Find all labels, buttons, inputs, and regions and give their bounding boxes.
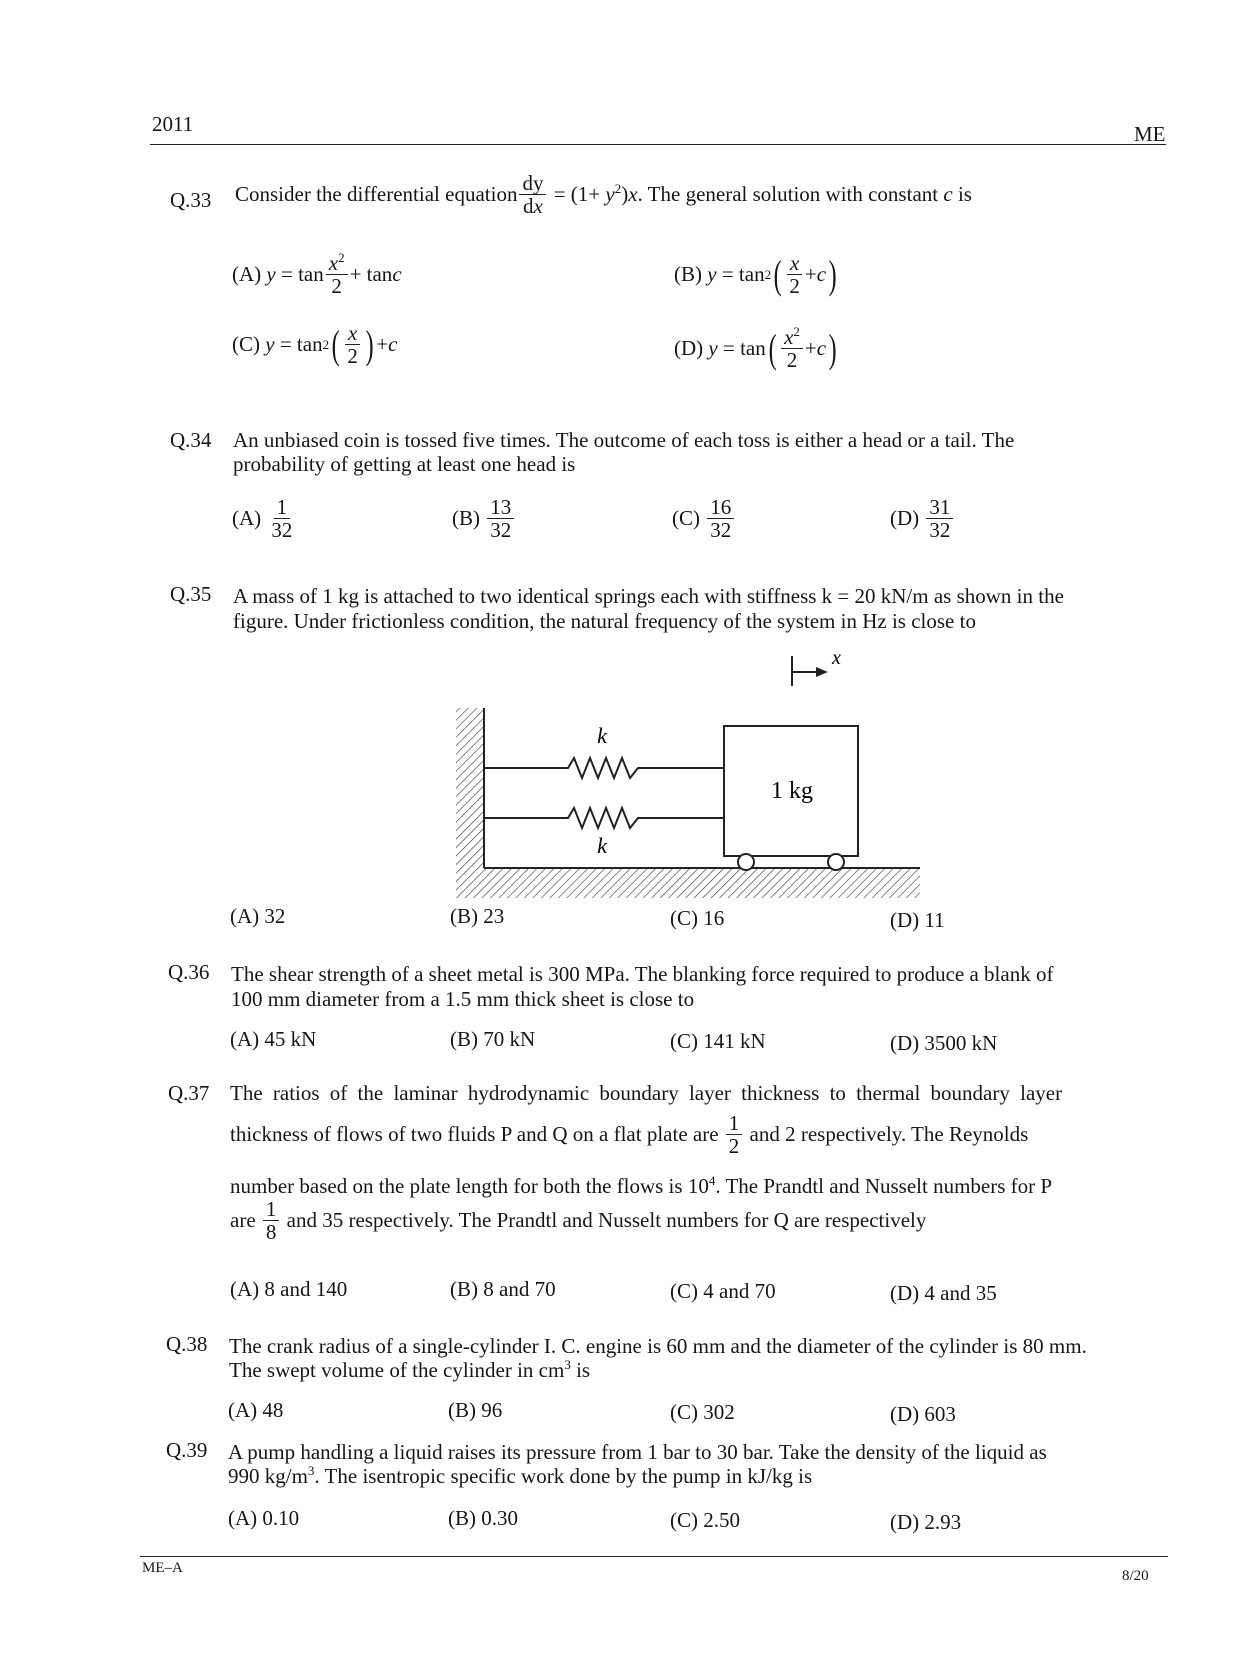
q37-line2: thickness of flows of two fluids P and Q on a flat plate are $\frac{1}{2}$ and 2 respectively. The Reynolds xyxy=(230,1111,1029,1159)
q38-option-c[interactable]: (C) 302 xyxy=(670,1400,735,1424)
q34-option-c[interactable]: (C) $\frac{16}{32}$ xyxy=(672,496,736,541)
q39-option-a[interactable]: (A) 0.10 xyxy=(228,1506,300,1530)
q33-equation: = $(1+ y^2)x$ xyxy=(548,181,638,207)
q37-number: Q.37 xyxy=(168,1081,210,1105)
displacement-arrow xyxy=(816,667,828,677)
q35-option-b[interactable]: (B) 23 xyxy=(450,904,505,928)
footer-code: ME–A xyxy=(142,1560,183,1576)
q36-line1: The shear strength of a sheet metal is 300 MPa. The blanking force required to produce a blank of xyxy=(231,962,1054,986)
wheel-left xyxy=(738,854,754,870)
q39-option-d[interactable]: (D) 2.93 xyxy=(890,1510,962,1534)
q33-post2: is xyxy=(957,182,972,207)
spring-label-top: k xyxy=(597,723,607,748)
q35-number: Q.35 xyxy=(170,582,212,606)
q35-option-c[interactable]: (C) 16 xyxy=(670,906,725,930)
q37-frac-eighth: $\frac{1}{8}$ xyxy=(263,1198,280,1243)
spring-label-bottom: k xyxy=(597,833,607,858)
q36-option-a[interactable]: (A) 45 kN xyxy=(230,1027,317,1051)
footer-rule xyxy=(140,1556,1168,1557)
q34-line2: probability of getting at least one head is xyxy=(233,452,576,476)
footer-page: 8/20 xyxy=(1122,1568,1149,1584)
q38-option-d[interactable]: (D) 603 xyxy=(890,1402,956,1426)
q39-line1: A pump handling a liquid raises its pressure from 1 bar to 30 bar. Take the density of the liquid as xyxy=(228,1440,1047,1464)
q33-post: . The general solution with constant xyxy=(637,182,939,207)
q38-line2: The swept volume of the cylinder in $cm^3$ is xyxy=(229,1357,591,1382)
q36-number: Q.36 xyxy=(168,960,210,984)
spring-bottom xyxy=(484,808,724,828)
q38-option-a[interactable]: (A) 48 xyxy=(228,1398,284,1422)
q33-derivative: $\frac{dy}{dx}$ xyxy=(519,172,546,217)
q33-option-d[interactable]: (D) y = tan ( $\frac{x^2}{2}$ + c ) xyxy=(674,324,837,373)
ground-floor xyxy=(456,868,920,898)
q35-option-d[interactable]: (D) 11 xyxy=(890,908,945,932)
header-rule xyxy=(150,144,1166,145)
q37-line4: are $\frac{1}{8}$ and 35 respectively. The Prandtl and Nusselt numbers for Q are respectively xyxy=(230,1197,927,1245)
q33-option-b[interactable]: (B) y = tan 2 ( $\frac{x}{2}$ + c ) xyxy=(674,251,837,299)
q34-number: Q.34 xyxy=(170,428,212,452)
q39-number: Q.39 xyxy=(166,1438,208,1462)
header-subject: ME xyxy=(1134,122,1166,146)
q37-frac-half: $\frac{1}{2}$ xyxy=(726,1112,743,1157)
q36-option-d[interactable]: (D) 3500 kN xyxy=(890,1031,998,1055)
displacement-label: x xyxy=(832,647,841,669)
q36-line2: 100 mm diameter from a 1.5 mm thick sheet is close to xyxy=(231,987,695,1011)
spring-top xyxy=(484,758,724,778)
mass-label: 1 kg xyxy=(771,778,813,804)
q39-line2: 990 $kg/m^3$. The isentropic specific work done by the pump in kJ/kg is xyxy=(228,1463,813,1488)
q37-option-a[interactable]: (A) 8 and 140 xyxy=(230,1277,348,1301)
q33-text: Consider the differential equation $\frac{dy}{dx}$ = $(1+ y^2)x$ . The general solution with constant c is xyxy=(235,171,972,219)
q34-option-b[interactable]: (B) $\frac{13}{32}$ xyxy=(452,496,516,541)
q38-number: Q.38 xyxy=(166,1332,208,1356)
q38-option-b[interactable]: (B) 96 xyxy=(448,1398,503,1422)
q37-line3: number based on the plate length for both the flows is $10^4$. The Prandtl and Nusselt numbers for P xyxy=(230,1173,1053,1198)
q39-option-c[interactable]: (C) 2.50 xyxy=(670,1508,740,1532)
q35-option-a[interactable]: (A) 32 xyxy=(230,904,286,928)
q34-option-d[interactable]: (D) $\frac{31}{32}$ xyxy=(890,496,955,541)
q34-line1: An unbiased coin is tossed five times. The outcome of each toss is either a head or a tail. The xyxy=(233,428,1015,452)
q37-line1: The ratios of the laminar hydrodynamic boundary layer thickness to thermal boundary layer xyxy=(230,1081,1063,1105)
fixed-wall xyxy=(456,708,484,868)
q39-option-b[interactable]: (B) 0.30 xyxy=(448,1506,518,1530)
q34-option-a[interactable]: (A) $\frac{1}{32}$ xyxy=(232,495,293,543)
q33-pre: Consider the differential equation xyxy=(235,182,518,207)
spring-mass-figure xyxy=(440,647,930,908)
q35-line1: A mass of 1 kg is attached to two identical springs each with stiffness k = 20 kN/m as shown in the xyxy=(233,584,1064,608)
q37-option-c[interactable]: (C) 4 and 70 xyxy=(670,1279,776,1303)
q38-line1: The crank radius of a single-cylinder I. C. engine is 60 mm and the diameter of the cylinder is 80 mm. xyxy=(229,1334,1087,1358)
q33-option-a[interactable]: (A) y = tan $\frac{x^2}{2}$ + tan c xyxy=(232,250,402,299)
q37-option-b[interactable]: (B) 8 and 70 xyxy=(450,1277,556,1301)
q33-number: Q.33 xyxy=(170,188,212,212)
q36-option-b[interactable]: (B) 70 kN xyxy=(450,1027,536,1051)
q37-option-d[interactable]: (D) 4 and 35 xyxy=(890,1281,997,1305)
q33-option-c[interactable]: (C) y = tan 2 ( $\frac{x}{2}$ ) + c xyxy=(232,321,398,369)
q36-option-c[interactable]: (C) 141 kN xyxy=(670,1029,766,1053)
header-year: 2011 xyxy=(152,112,194,136)
wheel-right xyxy=(828,854,844,870)
q35-line2: figure. Under frictionless condition, the natural frequency of the system in Hz is close to xyxy=(233,609,976,633)
